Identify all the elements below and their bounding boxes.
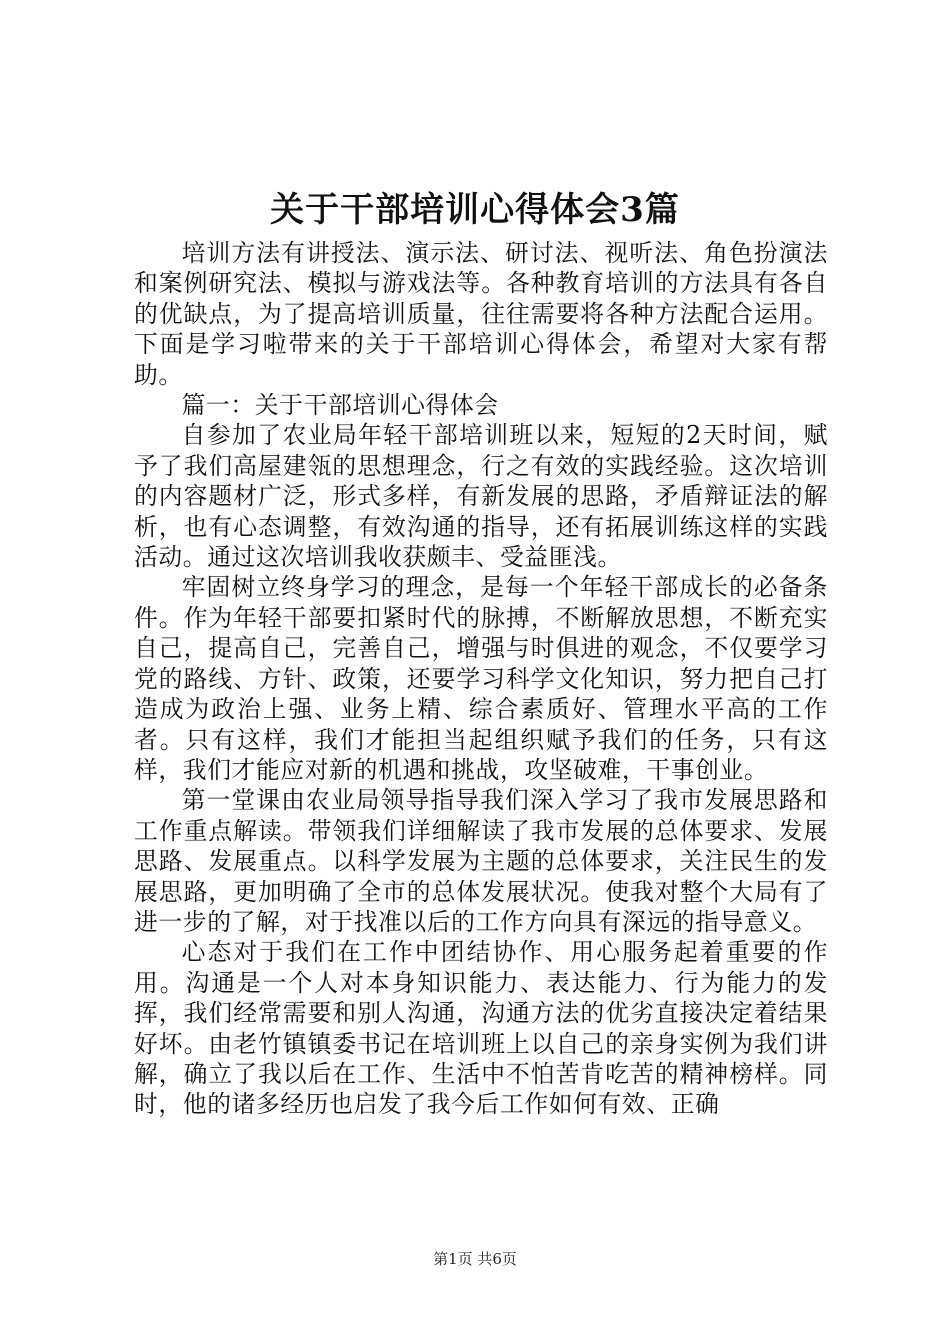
document-body: [134, 238, 828, 1120]
paragraph: 第一堂课由农业局领导指导我们深入学习了我市发展思路和工作重点解读。带领我们详细解读了我市发展的总体要求、发展思路、发展重点。以科学发展为主题的总体要求，关注民生的发展思路，更加明确了全市的总体发展状况。使我对整个大局有了进一步的了解，对于找准以后的工作方向具有深远的指导意义。: [134, 786, 828, 936]
paragraph: 心态对于我们在工作中团结协作、用心服务起着重要的作用。沟通是一个人对本身知识能力、表达能力、行为能力的发挥，我们经常需要和别人沟通，沟通方法的优劣直接决定着结果好坏。由老竹镇镇委书记在培训班上以自己的亲身实例为我们讲解，确立了我以后在工作、生活中不怕苦肯吃苦的精神榜样。同时，他的诸多经历也启发了我今后工作如何有效、正确: [134, 938, 828, 1119]
paragraph: 牢固树立终身学习的理念，是每一个年轻干部成长的必备条件。作为年轻干部要扣紧时代的脉搏，不断解放思想，不断充实自己，提高自己，完善自己，增强与时俱进的观念，不仅要学习党的路线、方针、政策，还要学习科学文化知识，努力把自己打造成为政治上强、业务上精、综合素质好、管理水平高的工作者。只有这样，我们才能担当起组织赋予我们的任务，只有这样，我们才能应对新的机遇和挑战，攻坚破难，干事创业。: [134, 573, 828, 784]
document-title: 关于干部培训心得体会3篇: [270, 190, 680, 230]
paragraph-intro: 培训方法有讲授法、演示法、研讨法、视听法、角色扮演法和案例研究法、模拟与游戏法等。各种教育培训的方法具有各自的优缺点，为了提高培训质量，往往需要将各种方法配合运用。下面是学习啦带来的关于干部培训心得体会，希望对大家有帮助。: [134, 239, 828, 389]
section-heading: 篇一：关于干部培训心得体会: [181, 391, 499, 420]
paragraph: 自参加了农业局年轻干部培训班以来，短短的2天时间，赋予了我们高屋建瓴的思想理念，行之有效的实践经验。这次培训的内容题材广泛，形式多样，有新发展的思路，矛盾辩证法的解析，也有心态调整，有效沟通的指导，还有拓展训练这样的实践活动。通过这次培训我收获颇丰、受益匪浅。: [134, 421, 828, 572]
page-number-footer: 第1页 共6页: [433, 1250, 517, 1268]
